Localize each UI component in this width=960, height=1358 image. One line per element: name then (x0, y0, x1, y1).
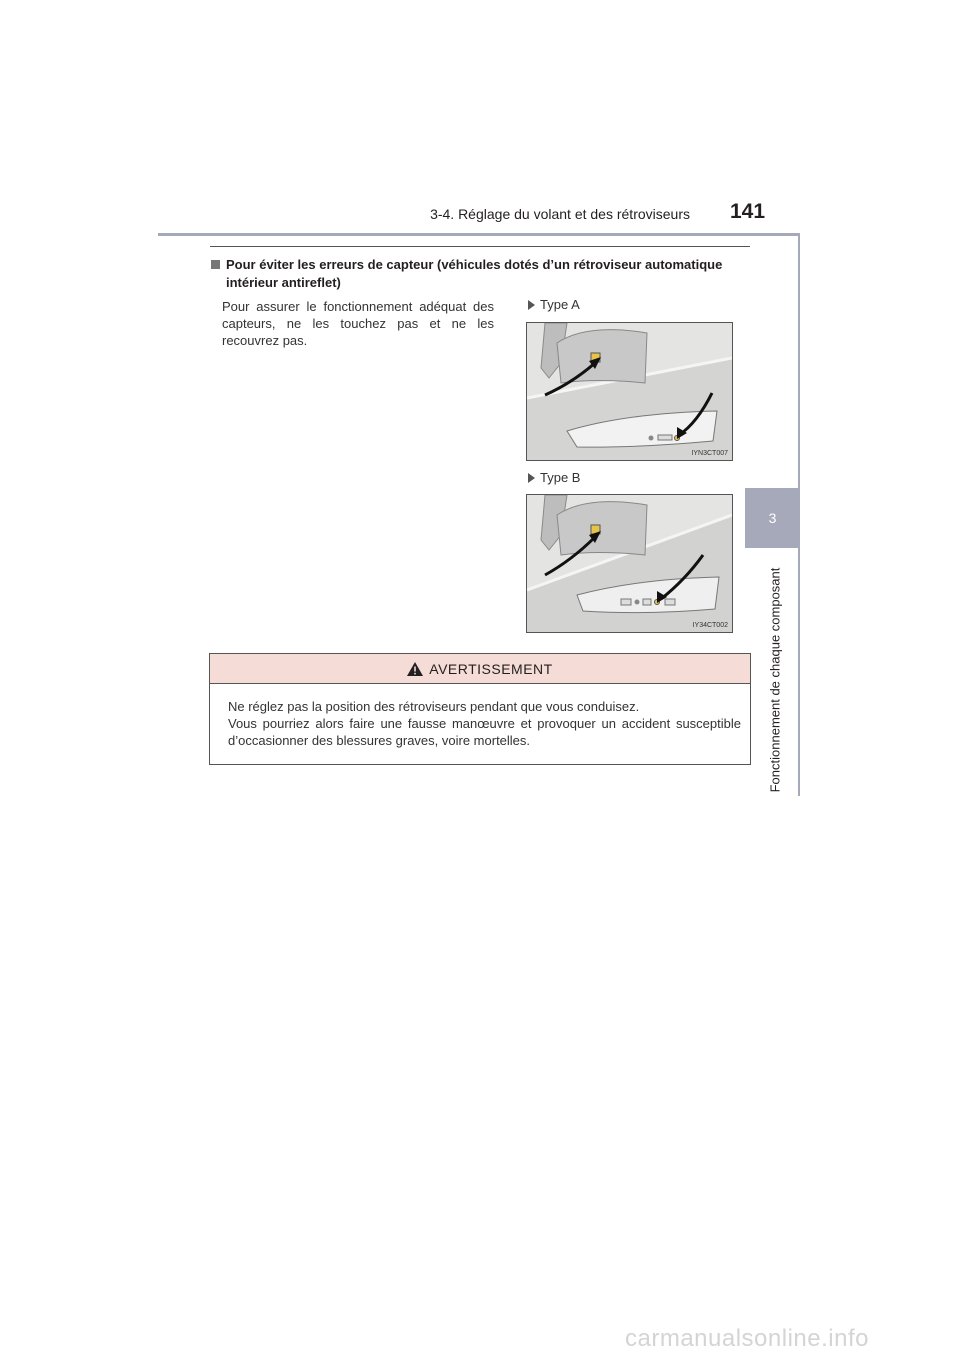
mirror-b-illustration (527, 495, 732, 632)
figure-b-code: IY34CT002 (692, 622, 728, 629)
square-bullet-icon (211, 260, 220, 269)
watermark: carmanualsonline.info (625, 1325, 869, 1352)
section-rule (210, 246, 750, 247)
header-rule (158, 233, 800, 236)
figure-a-mirror-illustration (526, 322, 733, 461)
chapter-tab[interactable] (745, 488, 800, 548)
figure-a-label (528, 297, 580, 312)
figure-b-mirror-illustration (526, 494, 733, 633)
running-header: 3-4. Réglage du volant et des rétroviseurs (430, 206, 690, 222)
warning-body (210, 684, 750, 749)
warning-header (210, 654, 750, 684)
section-heading-text: Pour éviter les erreurs de capteur (véhicules dotés d’un rétroviseur automatique intérieur antireflet) (226, 257, 723, 290)
triangle-bullet-icon (528, 473, 535, 483)
body-paragraph: Pour assurer le fonctionnement adéquat des capteurs, ne les touchez pas et ne les recouvrez pas. (222, 299, 494, 348)
warning-box (209, 653, 751, 765)
warning-triangle-icon (407, 662, 423, 676)
mirror-a-illustration (527, 323, 732, 460)
figure-b-label-text: Type B (540, 470, 581, 485)
chapter-title: Fonctionnement de chaque composant (767, 567, 783, 793)
warning-line-1: Ne réglez pas la position des rétroviseurs pendant que vous conduisez. (228, 699, 640, 714)
section-heading (210, 256, 750, 292)
figure-b-label (528, 470, 580, 485)
figure-a-code: IYN3CT007 (691, 450, 728, 457)
page-number: 141 (730, 200, 766, 223)
chapter-number: 3 (768, 510, 777, 526)
chapter-title-vertical (760, 560, 790, 800)
triangle-bullet-icon (528, 300, 535, 310)
warning-line-2: Vous pourriez alors faire une fausse manœuvre et provoquer un accident susceptible d’occasionner des blessures graves, voire mortelles. (228, 716, 741, 748)
figure-a-label-text: Type A (540, 297, 580, 312)
side-tab-line (798, 236, 800, 796)
warning-title: AVERTISSEMENT (429, 660, 553, 677)
